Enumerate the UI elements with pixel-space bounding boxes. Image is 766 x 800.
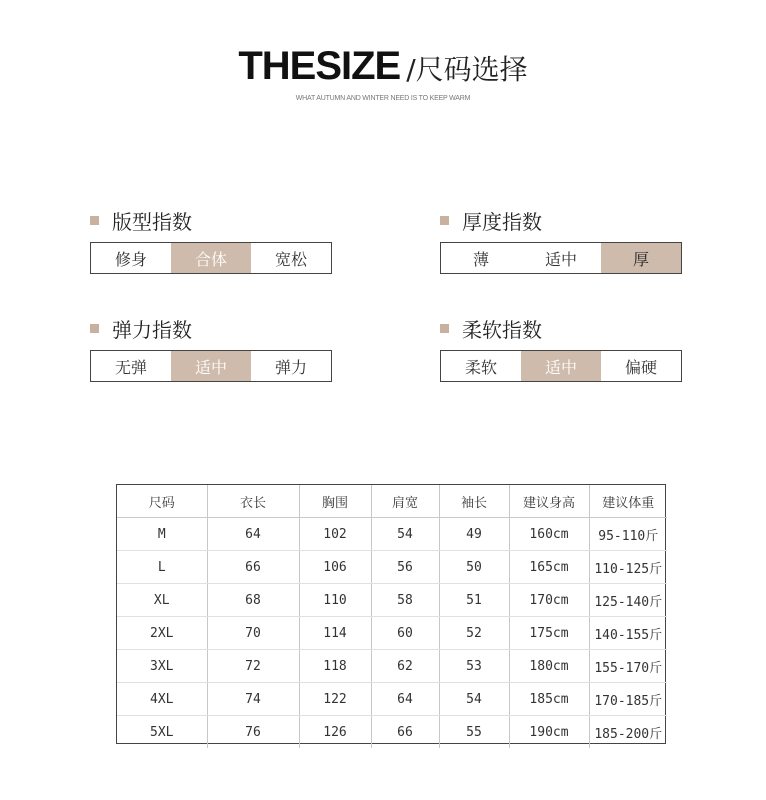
table-row xyxy=(117,551,667,584)
square-bullet-icon xyxy=(90,216,99,225)
scale-option: 无弹 xyxy=(114,357,147,377)
table-cell: 95-110斤 xyxy=(589,518,667,551)
table-cell: 118 xyxy=(299,650,371,683)
elasticity-scale xyxy=(90,350,332,382)
table-cell: 56 xyxy=(371,551,439,584)
softness-scale xyxy=(440,350,682,382)
table-cell: 64 xyxy=(207,518,299,551)
table-cell: 50 xyxy=(439,551,509,584)
index-title: 弹力指数 xyxy=(112,317,192,342)
table-row xyxy=(117,683,667,716)
table-cell: XL xyxy=(117,584,207,617)
page-header xyxy=(0,44,766,102)
table-cell: 52 xyxy=(439,617,509,650)
square-bullet-icon xyxy=(440,216,449,225)
table-row xyxy=(117,617,667,650)
table-cell: 155-170斤 xyxy=(589,650,667,683)
table-row xyxy=(117,716,667,749)
table-cell: 5XL xyxy=(150,724,174,740)
scale-option: 柔软 xyxy=(464,357,497,377)
table-cell: 165cm xyxy=(509,551,589,584)
table-cell: 3XL xyxy=(117,650,207,683)
table-cell: 102 xyxy=(299,518,371,551)
table-row xyxy=(117,650,667,683)
tagline: WHAT AUTUMN AND WINTER NEED IS TO KEEP WARM xyxy=(295,95,471,102)
scale-option: 适中 xyxy=(544,249,577,269)
table-cell: 70 xyxy=(207,617,299,650)
table-cell: 54 xyxy=(439,683,509,716)
table-cell: 160cm xyxy=(509,518,589,551)
table-cell: 180cm xyxy=(509,650,589,683)
column-header: 衣长 xyxy=(207,485,299,518)
fit-scale xyxy=(90,242,332,274)
scale-option: 弹力 xyxy=(274,357,307,377)
scale-option-selected: 合体 xyxy=(171,243,251,273)
table-cell: 114 xyxy=(299,617,371,650)
scale-option: 修身 xyxy=(114,249,147,269)
table-row xyxy=(117,518,667,551)
scale-option-selected: 适中 xyxy=(171,351,251,381)
elasticity-index xyxy=(90,314,332,382)
scale-option-selected: 适中 xyxy=(521,351,601,381)
table-cell: 49 xyxy=(439,518,509,551)
scale-option: 宽松 xyxy=(274,249,307,269)
table-cell: L xyxy=(117,551,207,584)
column-header: 肩宽 xyxy=(371,485,439,518)
table-cell: 140-155斤 xyxy=(589,617,667,650)
table-cell: 55 xyxy=(439,716,509,749)
table-cell: 110-125斤 xyxy=(589,551,667,584)
table-cell: 60 xyxy=(371,617,439,650)
column-header: 袖长 xyxy=(439,485,509,518)
table-cell: 185cm xyxy=(509,683,589,716)
table-cell: 53 xyxy=(439,650,509,683)
scale-option: 薄 xyxy=(472,249,489,269)
table-cell: 125-140斤 xyxy=(589,584,667,617)
index-title: 厚度指数 xyxy=(462,209,542,234)
column-header: 建议体重 xyxy=(589,485,667,518)
table-cell: 51 xyxy=(439,584,509,617)
table-cell: 110 xyxy=(299,584,371,617)
table-cell: 62 xyxy=(371,650,439,683)
table-cell: 2XL xyxy=(117,617,207,650)
table-cell: 58 xyxy=(371,584,439,617)
table-row xyxy=(117,584,667,617)
table-cell: 170-185斤 xyxy=(589,683,667,716)
table-cell: 106 xyxy=(299,551,371,584)
column-header: 尺码 xyxy=(117,485,207,518)
page-title: THESIZE xyxy=(238,44,401,88)
table-cell: 175cm xyxy=(509,617,589,650)
thickness-index xyxy=(440,206,682,274)
square-bullet-icon xyxy=(90,324,99,333)
table-cell: 76 xyxy=(207,716,299,749)
table-cell: 66 xyxy=(371,716,439,749)
fit-index xyxy=(90,206,332,274)
size-table xyxy=(116,484,666,744)
table-cell: 122 xyxy=(299,683,371,716)
table-cell: 68 xyxy=(207,584,299,617)
title-line xyxy=(238,44,527,89)
thickness-scale xyxy=(440,242,682,274)
table-cell: 4XL xyxy=(117,683,207,716)
table-cell: 170cm xyxy=(509,584,589,617)
table-cell: 54 xyxy=(371,518,439,551)
table-cell: 74 xyxy=(207,683,299,716)
table-cell: 66 xyxy=(207,551,299,584)
table-cell: 126 xyxy=(299,716,371,749)
table-cell: 64 xyxy=(371,683,439,716)
table-cell: 185-200斤 xyxy=(589,716,667,749)
page-subtitle: /尺码选择 xyxy=(406,53,528,86)
index-title: 版型指数 xyxy=(112,209,192,234)
scale-option-selected: 厚 xyxy=(601,243,681,273)
column-header: 胸围 xyxy=(299,485,371,518)
index-title: 柔软指数 xyxy=(462,317,542,342)
table-cell: 72 xyxy=(207,650,299,683)
table-cell: 190cm xyxy=(509,716,589,749)
softness-index xyxy=(440,314,682,382)
scale-option: 偏硬 xyxy=(624,357,657,377)
table-cell: M xyxy=(117,518,207,551)
table-header-row xyxy=(117,485,667,518)
square-bullet-icon xyxy=(440,324,449,333)
column-header: 建议身高 xyxy=(509,485,589,518)
